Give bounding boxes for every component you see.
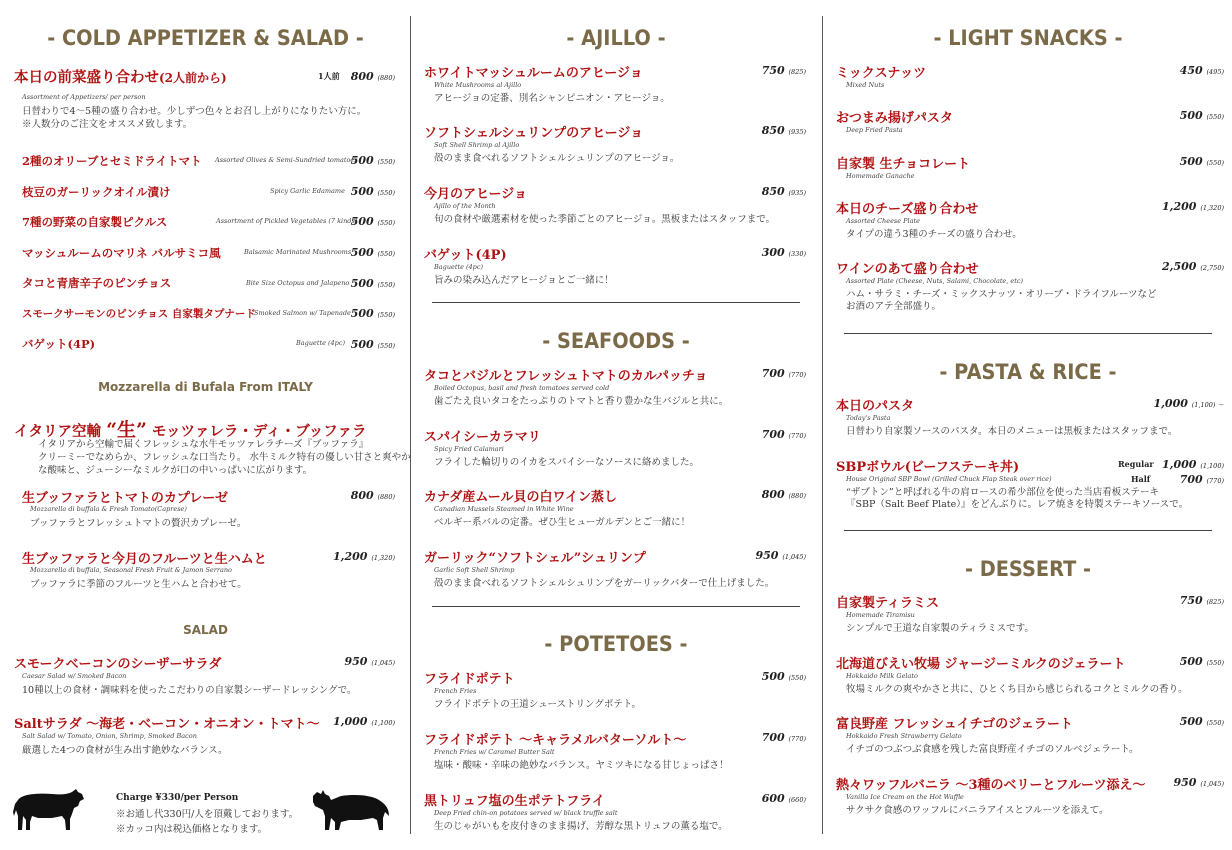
menu-item-desc: クリーミーでなめらか、フレッシュな口当たり。 水牛ミルク特有の優しい甘さと爽やか	[38, 452, 411, 463]
menu-item-desc: 塩味・酸味・辛味の絶妙なバランス。ヤミツキになる甘じょっぱさ！	[434, 760, 729, 771]
menu-item-price: 1,000 (1,100) ～	[1153, 397, 1224, 410]
menu-item-desc: ハム・サラミ・チーズ・ミックスナッツ・オリーブ・ドライフルーツなど	[846, 289, 1157, 300]
menu-item-price: 500 (550)	[1179, 655, 1224, 668]
menu-item-price: 700 (770)	[761, 731, 806, 744]
menu-item-name: スパイシーカラマリ	[424, 430, 541, 445]
menu-item-price: 750 (825)	[1179, 594, 1224, 607]
menu-item-name: スモークベーコンのシーザーサラダ	[14, 657, 222, 672]
menu-item-price: 2,500 (2,750)	[1162, 260, 1224, 273]
menu-item-price: 500 (550)	[350, 154, 395, 167]
menu-item-price: 950 (1,045)	[755, 549, 806, 562]
menu-item-price: 800 (880)	[350, 489, 395, 502]
menu-item-desc: 日替わり自家製ソースのパスタ。本日のメニューは黒板またはスタッフまで。	[846, 426, 1178, 437]
menu-item-english: Spicy Garlic Edamame	[270, 187, 345, 195]
menu-item-price: 850 (935)	[761, 185, 806, 198]
menu-item-english: Homemade Tiramisu	[846, 611, 915, 619]
menu-item-name: スモークサーモンのピンチョス 自家製タプナード	[22, 308, 256, 320]
menu-item-name: 生ブッファラと今月のフルーツと生ハムと	[22, 552, 267, 567]
menu-item-english: Baguette (4pc)	[296, 339, 345, 347]
menu-item-desc: シンプルで王道な自家製のティラミスです。	[846, 623, 1034, 634]
menu-item-name: おつまみ揚げパスタ	[836, 111, 953, 126]
menu-item-english: Ajillo of the Month	[434, 202, 496, 210]
menu-item-english: Garlic Soft Shell Shrimp	[434, 566, 515, 574]
menu-item-english: Canadian Mussels Steamed in White Wine	[434, 505, 574, 513]
section-title-ajillo: - AJILLO -	[566, 26, 666, 50]
subsection-title-mozzarella: Mozzarella di Bufala From ITALY	[98, 380, 313, 394]
menu-item-name: ガーリック“ソフトシェル”シュリンプ	[424, 551, 646, 566]
menu-item-desc: フライした輪切りのイカをスパイシーなソースに絡めました。	[434, 457, 699, 468]
tax-note: ※カッコ内は税込価格となります。	[116, 824, 268, 835]
menu-item-english: Mozzarella di buffala, Seasonal Fresh Fruit & Jamon Serrano	[30, 566, 232, 574]
menu-item-english: Baguette (4pc)	[434, 263, 483, 271]
menu-item-desc: 『SBP（Salt Beef Plate）』をどんぶりに。レア焼きを特製ステーキソースで。	[846, 499, 1189, 510]
menu-item-english: Smoked Salmon w/ Tapenade	[254, 309, 351, 317]
section-title-light-snacks: - LIGHT SNACKS -	[933, 26, 1123, 50]
section-divider	[432, 606, 800, 607]
menu-item-price: 950 (1,045)	[344, 655, 395, 668]
menu-item-name: マッシュルームのマリネ バルサミコ風	[22, 246, 221, 260]
menu-item-english: Bite Size Octopus and Jalapeno	[246, 279, 350, 287]
menu-item-desc: 殻のまま食べれるソフトシェルシュリンプをガーリックバターで仕上げました。	[434, 578, 775, 589]
menu-item-price: 500 (550)	[350, 246, 395, 259]
section-title-potetoes: - POTETOES -	[544, 632, 688, 656]
menu-item-english: Boiled Octopus, basil and fresh tomatoes served cold	[434, 384, 610, 392]
menu-item-desc: タイプの違う3種のチーズの盛り合わせ。	[846, 229, 1022, 240]
menu-item-name: 熱々ワッフルバニラ ～3種のベリーとフルーツ添え～	[836, 778, 1146, 793]
menu-item-english: Vanilla Ice Cream on the Hot Waffle	[846, 793, 964, 801]
menu-item-name: ミックスナッツ	[836, 66, 927, 81]
menu-item-desc: 殻のまま食べれるソフトシェルシュリンプのアヒージョ。	[434, 153, 680, 164]
menu-item-desc: “ザブトン”と呼ばれる牛の肩ロースの希少部位を使った当店看板ステーキ	[846, 487, 1160, 498]
unit-label: 1人前	[318, 71, 340, 81]
menu-item-price: 500 (550)	[350, 215, 395, 228]
size-label-half: Half	[1131, 474, 1151, 484]
section-title-pasta-rice: - PASTA & RICE -	[939, 360, 1117, 384]
menu-item-desc: お酒のアテ全部盛り。	[846, 301, 942, 312]
menu-item-desc: アヒージョの定番、別名シャンピニオン・アヒージョ。	[434, 93, 670, 104]
menu-item-english: French Fries	[434, 687, 477, 695]
menu-item-name: フライドポテト	[424, 672, 515, 687]
menu-item-name: ソフトシェルシュリンプのアヒージョ	[424, 126, 644, 141]
menu-item-name: タコと青唐辛子のピンチョス	[22, 276, 172, 290]
section-title-cold-appetizer: - COLD APPETIZER & SALAD -	[47, 26, 364, 50]
menu-item-price: 700 (770)	[761, 428, 806, 441]
menu-item-desc: 生のじゃがいもを皮付きのまま揚げ、芳醇な黒トリュフの薫る塩で。	[434, 821, 728, 832]
bull-icon	[311, 786, 391, 834]
menu-item-price: 800 (880)	[350, 70, 395, 83]
menu-item-english: Deep Fried Pasta	[846, 126, 903, 134]
menu-item-name: ホワイトマッシュルームのアヒージョ	[424, 66, 643, 81]
menu-item-name: ワインのあて盛り合わせ	[836, 262, 979, 277]
menu-item-desc: 厳選した4つの食材が生み出す絶妙なバランス。	[22, 745, 228, 756]
menu-item-desc: 歯ごたえ良いタコをたっぷりのトマトと香り豊かな生バジルと共に。	[434, 396, 729, 407]
section-divider	[432, 302, 800, 303]
charge-title: Charge ¥330/per Person	[116, 793, 239, 803]
menu-item-desc: サクサク食感のワッフルにバニラアイスとフルーツを添えて。	[846, 805, 1109, 816]
cold-appetizer-column	[8, 0, 411, 850]
menu-item-desc: ※人数分のご注文をオススメ致します。	[22, 119, 193, 130]
section-divider	[844, 333, 1212, 334]
menu-item-english: Hokkaido Milk Gelato	[846, 672, 918, 680]
menu-item-english: Homemade Ganache	[846, 172, 915, 180]
menu-item-price: 950 (1,045)	[1173, 776, 1224, 789]
menu-item-price: 1,000 (1,100)	[333, 715, 395, 728]
menu-item-english: Hokkaido Fresh Strawberry Gelato	[846, 732, 962, 740]
menu-item-price: 500 (550)	[350, 277, 395, 290]
menu-item-name: 本日の前菜盛り合わせ(2人前から)	[14, 69, 227, 86]
menu-item-name: フライドポテト ～キャラメルバターソルト～	[424, 733, 687, 748]
menu-item-english: Mixed Nuts	[846, 81, 885, 89]
menu-item-english: Assorted Cheese Plate	[846, 217, 920, 225]
menu-item-desc: ブッファラに季節のフルーツと生ハムと合わせて。	[30, 579, 247, 590]
menu-item-english: Assorted Plate (Cheese, Nuts, Salami, Chocolate, etc)	[846, 277, 1024, 285]
menu-item-price: 1,000 (1,100)	[1162, 458, 1224, 471]
menu-item-name: バゲット(4P)	[424, 248, 507, 263]
menu-item-price: 500 (550)	[1179, 155, 1224, 168]
charge-note: ※お通し代330円/人を頂戴しております。	[116, 809, 299, 820]
menu-item-desc: イタリアから空輸で届くフレッシュな水牛モッツァレラチーズ『ブッファラ』	[38, 439, 369, 450]
menu-item-english: Assortment of Pickled Vegetables (7 kinds)	[216, 217, 358, 225]
menu-item-price: 500 (550)	[350, 338, 395, 351]
menu-item-name: Saltサラダ ～海老・ベーコン・オニオン・トマト～	[14, 717, 320, 732]
menu-item-english: Deep Fried chin-on potatoes served w/ black truffle salt	[434, 809, 618, 817]
menu-item-name: 富良野産 フレッシュイチゴのジェラート	[836, 717, 1073, 732]
menu-item-price: 600 (660)	[761, 792, 806, 805]
menu-item-desc: な酸味と、ジューシーなミルクが口の中いっぱいに広がります。	[38, 465, 313, 476]
menu-item-desc: 旨みの染み込んだアヒージョとご一緒に！	[434, 275, 614, 286]
menu-item-price: 300 (330)	[761, 246, 806, 259]
column-divider	[410, 16, 411, 834]
menu-item-price: 850 (935)	[761, 124, 806, 137]
menu-item-english: Today's Pasta	[846, 414, 891, 422]
menu-item-name: 生ブッファラとトマトのカプレーゼ	[22, 491, 229, 506]
menu-item-desc: 日替わりで4～5種の盛り合わせ。少しずつ色々とお召し上がりになりたい方に。	[22, 106, 367, 117]
menu-item-english: French Fries w/ Caramel Butter Salt	[434, 748, 555, 756]
menu-item-name: イタリア空輸 “生” モッツァレラ・ディ・ブッファラ	[14, 419, 367, 441]
light-snacks-column	[832, 0, 1224, 850]
subsection-title-salad: SALAD	[183, 623, 228, 637]
menu-item-english: Assortment of Appetizers/ per person	[22, 93, 146, 101]
menu-item-desc: フライドポテトの王道シューストリングポテト。	[434, 699, 642, 710]
column-divider	[822, 16, 823, 834]
menu-item-name: バゲット(4P)	[22, 337, 96, 351]
menu-item-name: 自家製 生チョコレート	[836, 157, 971, 172]
menu-item-price: 700 (770)	[1179, 473, 1224, 486]
menu-item-name: 7種の野菜の自家製ピクルス	[22, 215, 168, 229]
menu-item-price: 1,200 (1,320)	[333, 550, 395, 563]
section-title-seafoods: - SEAFOODS -	[542, 329, 690, 353]
menu-item-english: Soft Shell Shrimp al Ajillo	[434, 141, 520, 149]
menu-item-name: 自家製ティラミス	[836, 596, 939, 611]
menu-item-english: House Original SBP Bowl (Grilled Chuck Flap Steak over rice)	[846, 475, 1052, 483]
menu-item-name: 北海道びえい牧場 ジャージーミルクのジェラート	[836, 657, 1126, 672]
section-title-dessert: - DESSERT -	[964, 557, 1092, 581]
menu-item-name: 今月のアヒージョ	[424, 187, 527, 202]
menu-item-name: 黒トリュフ塩の生ポテトフライ	[424, 794, 605, 809]
menu-item-name: 枝豆のガーリックオイル漬け	[22, 185, 171, 199]
menu-item-desc: イチゴのつぶつぶ食感を残した富良野産イチゴのソルベジェラート。	[846, 744, 1139, 755]
ajillo-column	[420, 0, 812, 850]
menu-item-price: 500 (550)	[350, 307, 395, 320]
menu-item-name: タコとバジルとフレッシュトマトのカルパッチョ	[424, 369, 708, 384]
menu-item-price: 500 (550)	[350, 185, 395, 198]
menu-item-price: 1,200 (1,320)	[1162, 200, 1224, 213]
menu-item-english: Spicy Fried Calamari	[434, 445, 504, 453]
menu-item-price: 700 (770)	[761, 367, 806, 380]
menu-item-name: 2種のオリーブとセミドライトマト	[22, 154, 202, 168]
menu-item-price: 750 (825)	[761, 64, 806, 77]
section-divider	[844, 530, 1212, 531]
menu-item-name: SBPボウル(ビーフステーキ丼)	[836, 460, 1020, 475]
menu-item-english: White Mushrooms al Ajillo	[434, 81, 522, 89]
menu-item-name: カナダ産ムール貝の白ワイン蒸し	[424, 490, 618, 505]
menu-item-name: 本日のパスタ	[836, 399, 915, 414]
menu-item-price: 500 (550)	[1179, 715, 1224, 728]
cow-icon	[12, 786, 86, 832]
menu-item-desc: ブッファラとフレッシュトマトの贅沢カプレーゼ。	[30, 518, 247, 529]
menu-item-english: Mozzarella di buffala & Fresh Tomato(Caprese)	[30, 505, 187, 513]
menu-item-english: Caesar Salad w/ Smoked Bacon	[22, 672, 127, 680]
menu-item-english: Balsamic Marinated Mushrooms	[244, 248, 352, 256]
menu-item-desc: 10種以上の食材・調味料を使ったこだわりの自家製シーザードレッシングで。	[22, 685, 357, 696]
menu-item-desc: ベルギー系バルの定番。ぜひ生ヒューガルデンとご一緒に！	[434, 517, 691, 528]
menu-item-price: 500 (550)	[761, 670, 806, 683]
menu-item-desc: 牧場ミルクの爽やかさと共に、ひとくち目から感じられるコクとミルクの香り。	[846, 684, 1188, 695]
menu-item-desc: 旬の食材や厳選素材を使った季節ごとのアヒージョ。黒板またはスタッフまで。	[434, 214, 776, 225]
menu-item-english: Assorted Olives & Semi-Sundried tomatoes	[215, 156, 358, 164]
menu-item-price: 800 (880)	[761, 488, 806, 501]
menu-item-name: 本日のチーズ盛り合わせ	[836, 202, 979, 217]
menu-item-price: 450 (495)	[1179, 64, 1224, 77]
menu-item-price: 500 (550)	[1179, 109, 1224, 122]
size-label-regular: Regular	[1118, 459, 1154, 469]
menu-item-english: Salt Salad w/ Tomato, Onion, Shrimp, Smoked Bacon	[22, 732, 197, 740]
